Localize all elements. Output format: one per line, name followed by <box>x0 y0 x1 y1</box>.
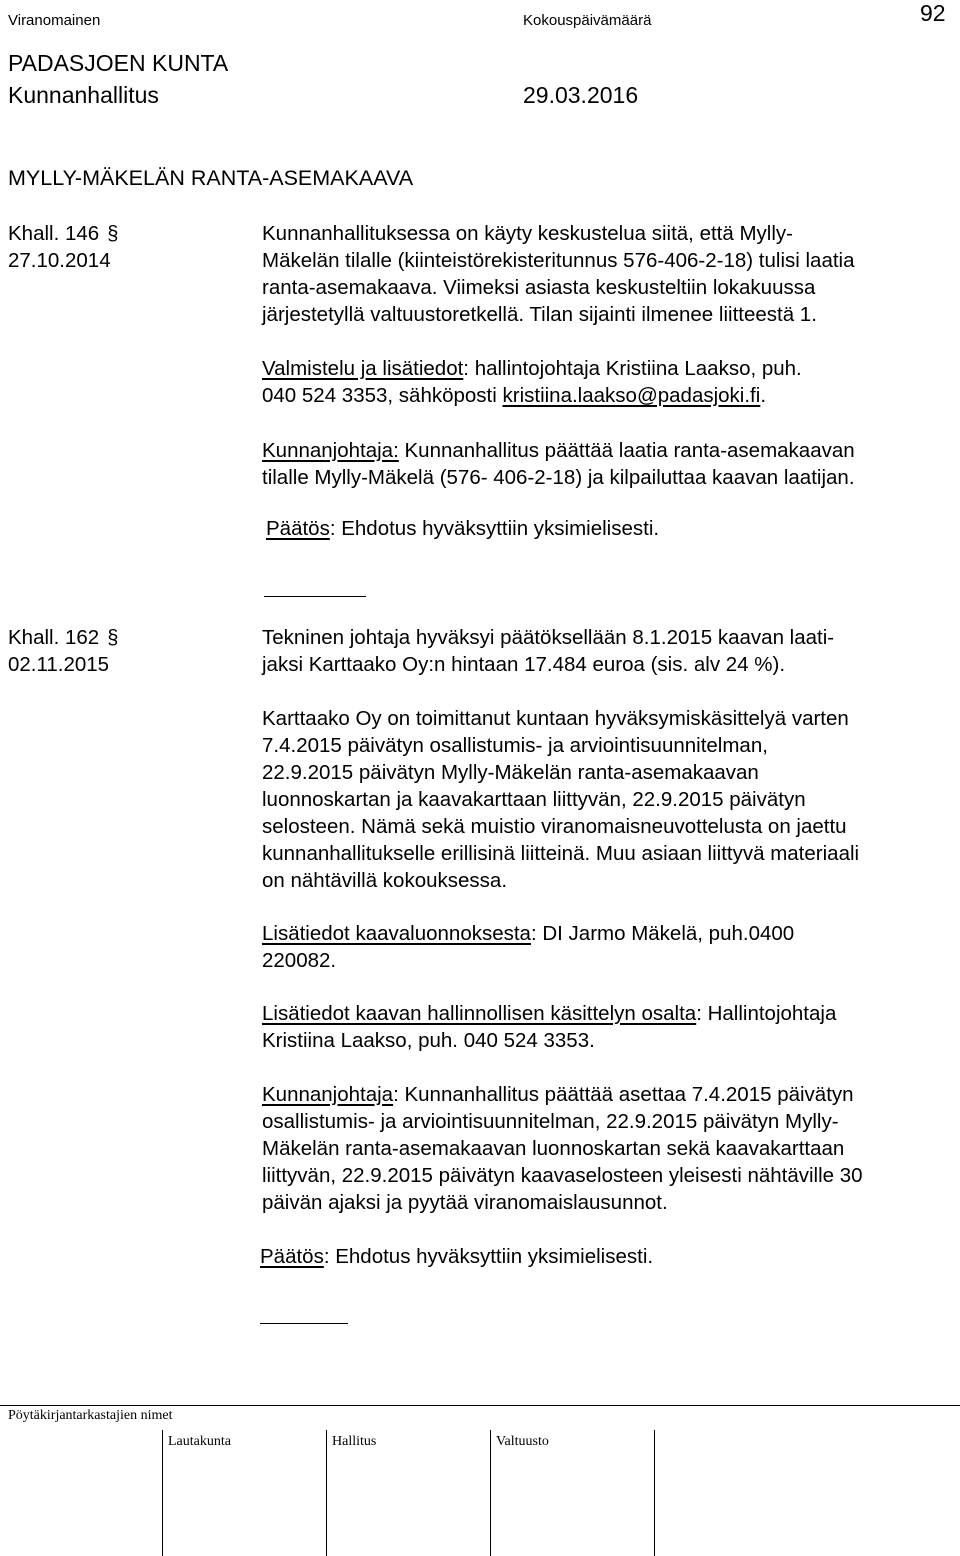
section2-ref-number: Khall. 162 <box>8 626 100 649</box>
text-line: luonnoskartan ja kaavakarttaan liittyvän, 22.9.2015 päivätyn <box>262 788 806 811</box>
section-symbol: § <box>107 223 119 245</box>
footer-col-government: Hallitus <box>332 1434 377 1449</box>
organization-name: PADASJOEN KUNTA <box>8 50 229 76</box>
section2-info2 <box>262 1000 952 1054</box>
text-line: Mäkelän ranta-asemakaavan luonnoskartan sekä kaavakarttaan <box>262 1137 845 1160</box>
info2-label: Lisätiedot kaavan hallinnollisen käsittelyn osalta <box>262 1002 697 1025</box>
document-title: MYLLY-MÄKELÄN RANTA-ASEMAKAAVA <box>8 166 414 190</box>
text-line: Mäkelän tilalle (kiinteistörekisteritunnus 576-406-2-18) tulisi laatia <box>262 249 855 272</box>
footer-divider <box>490 1430 491 1556</box>
section1-ref <box>8 220 118 248</box>
manager-label: Kunnanjohtaja: <box>262 439 399 462</box>
text-line: liittyvän, 22.9.2015 päivätyn kaavaselosteen yleisesti nähtäville 30 <box>262 1164 863 1187</box>
authority-label: Viranomainen <box>8 12 101 29</box>
section1-manager-proposal <box>262 437 952 491</box>
preparation-label: Valmistelu ja lisätiedot <box>262 357 464 380</box>
footer-divider <box>326 1430 327 1556</box>
text-line: osallistumis- ja arviointisuunnitelman, 22.9.2015 päivätyn Mylly- <box>262 1110 839 1133</box>
preparation-text: : hallintojohtaja Kristiina Laakso, puh. <box>463 357 802 380</box>
info2-text: : Hallintojohtaja <box>696 1002 837 1025</box>
footer-col-board: Lautakunta <box>168 1434 231 1449</box>
text-line: päivän ajaksi ja pyytää viranomaislausunnot. <box>262 1191 668 1214</box>
text-line: ranta-asemakaava. Viimeksi asiasta keskusteltiin lokakuussa <box>262 276 816 299</box>
text-line: selosteen. Nämä sekä muistio viranomaisneuvottelusta on jaettu <box>262 815 847 838</box>
manager-text: : Kunnanhallitus päättää asettaa 7.4.2015 päivätyn <box>393 1083 854 1106</box>
footer-title: Pöytäkirjantarkastajien nimet <box>8 1408 173 1423</box>
text-line: Tekninen johtaja hyväksyi päätöksellään 8.1.2015 kaavan laati- <box>262 626 835 649</box>
meeting-date: 29.03.2016 <box>523 82 639 108</box>
footer-col-council: Valtuusto <box>496 1434 549 1449</box>
section1-ref-number: Khall. 146 <box>8 222 100 245</box>
section2-paragraph2 <box>262 705 952 894</box>
section1-decision <box>266 515 956 542</box>
text-line: Karttaako Oy on toimittanut kuntaan hyväksymiskäsittelyä varten <box>262 707 849 730</box>
manager-label: Kunnanjohtaja <box>262 1083 394 1106</box>
text-line: 220082. <box>262 949 337 972</box>
info1-text: : DI Jarmo Mäkelä, puh.0400 <box>530 922 795 945</box>
text-line: Kunnanhallituksessa on käyty keskustelua siitä, että Mylly- <box>262 222 793 245</box>
decision-label: Päätös <box>266 517 330 540</box>
footer-divider <box>162 1430 163 1556</box>
board-name: Kunnanhallitus <box>8 82 159 108</box>
section2-ref <box>8 624 118 652</box>
email-link[interactable]: kristiina.laakso@padasjoki.fi <box>502 384 761 407</box>
section2-info1 <box>262 920 952 974</box>
separator-line <box>260 1323 348 1324</box>
preparation-phone: 040 524 3353, sähköposti <box>262 384 503 407</box>
page-number: 92 <box>920 0 946 26</box>
text-line: on nähtävillä kokouksessa. <box>262 869 508 892</box>
footer-divider <box>654 1430 655 1556</box>
decision-text: : Ehdotus hyväksyttiin yksimielisesti. <box>323 1245 654 1268</box>
text-line: jaksi Karttaako Oy:n hintaan 17.484 euroa (sis. alv 24 %). <box>262 653 786 676</box>
meeting-date-label: Kokouspäivämäärä <box>523 12 652 29</box>
text-line: tilalle Mylly-Mäkelä (576- 406-2-18) ja kilpailuttaa kaavan laatijan. <box>262 466 855 489</box>
separator-line <box>264 596 366 597</box>
text-line: järjestetyllä valtuustoretkellä. Tilan sijainti ilmenee liitteestä 1. <box>262 303 817 326</box>
decision-text: : Ehdotus hyväksyttiin yksimielisesti. <box>329 517 660 540</box>
section-symbol: § <box>107 627 119 649</box>
footer-top-line <box>0 1405 960 1406</box>
info1-label: Lisätiedot kaavaluonnoksesta <box>262 922 531 945</box>
section2-manager-proposal <box>262 1081 952 1216</box>
section2-paragraph1 <box>262 624 952 678</box>
decision-label: Päätös <box>260 1245 324 1268</box>
section2-ref-date: 02.11.2015 <box>8 653 110 676</box>
manager-text: Kunnanhallitus päättää laatia ranta-asemakaavan <box>398 439 855 462</box>
section1-paragraph <box>262 220 952 328</box>
section2-decision <box>260 1243 950 1270</box>
text-line: 7.4.2015 päivätyn osallistumis- ja arviointisuunnitelman, <box>262 734 768 757</box>
text-line: 22.9.2015 päivätyn Mylly-Mäkelän ranta-asemakaavan <box>262 761 759 784</box>
section1-ref-date: 27.10.2014 <box>8 249 111 272</box>
section1-preparation <box>262 355 952 409</box>
text-line: kunnanhallitukselle erillisinä liitteinä. Muu asiaan liittyvä materiaali <box>262 842 860 865</box>
text-line: Kristiina Laakso, puh. 040 524 3353. <box>262 1029 595 1052</box>
punctuation: . <box>760 384 767 407</box>
